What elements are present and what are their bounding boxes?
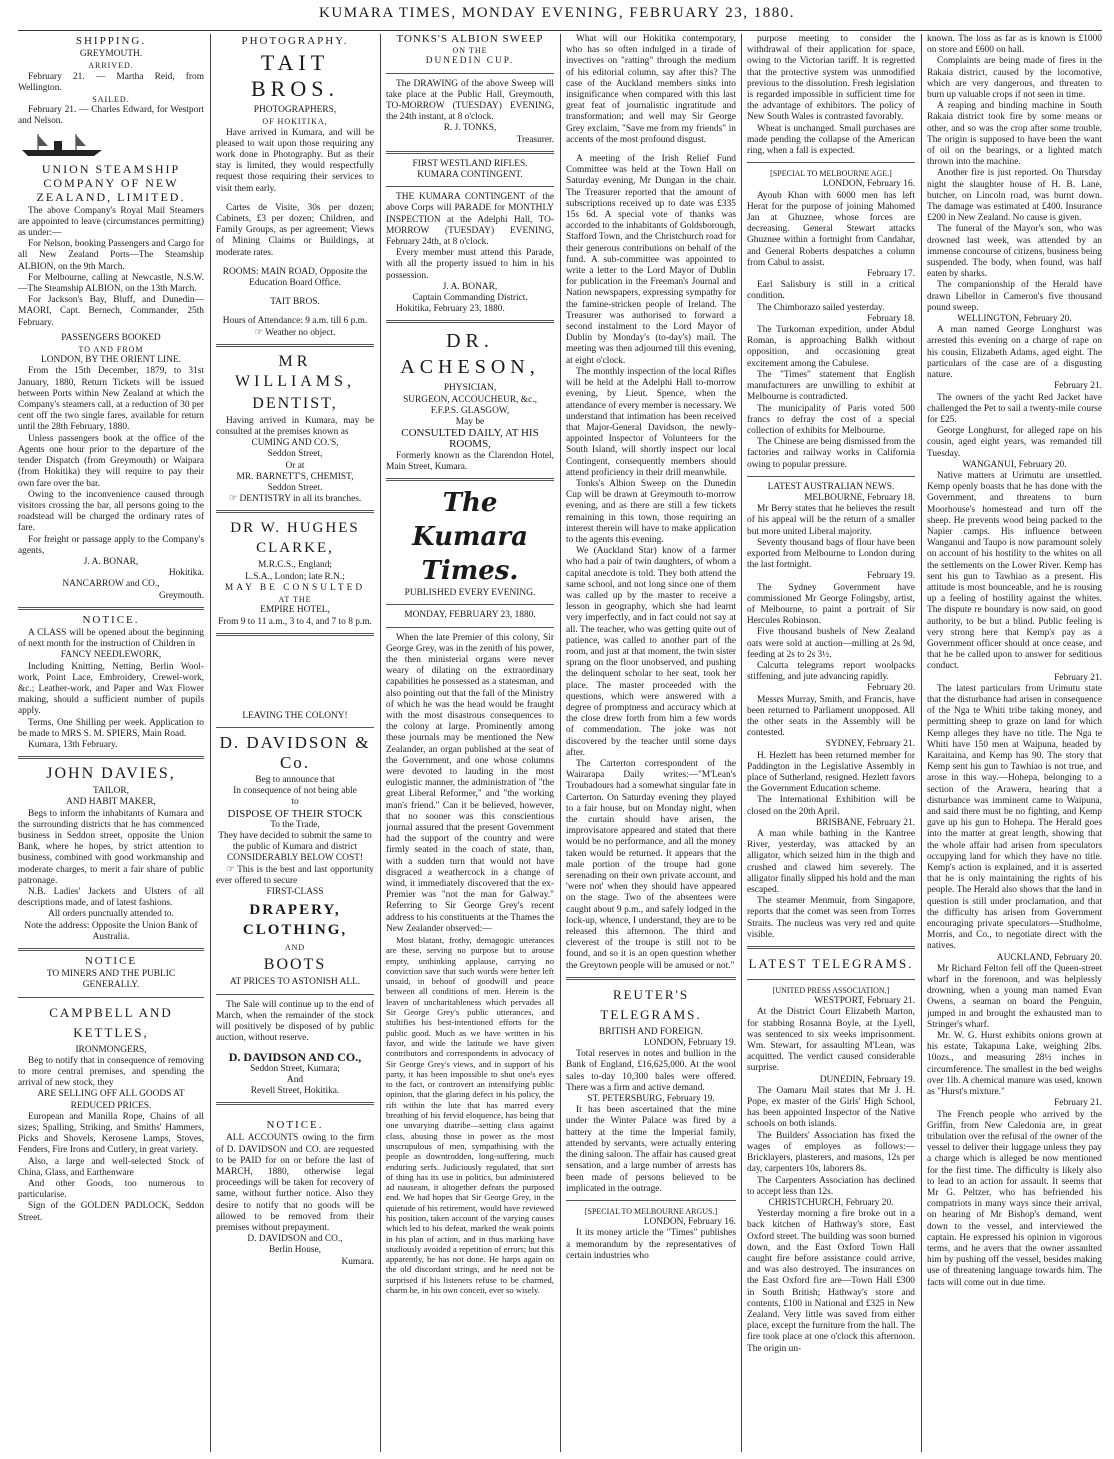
telegram-text: Earl Salisbury is still in a critical condition. (747, 280, 915, 302)
divider (216, 1102, 374, 1105)
news-paragraph: Wheat is unchanged. Small purchases are made pending the collapse of the American ring, when a fall is expected. (747, 123, 915, 157)
tait-weather: Weather no object. (265, 327, 336, 338)
clarke-heading: DR W. HUGHES CLARKE, (230, 520, 360, 557)
divider (386, 604, 554, 605)
usc-paragraph: The above Company's Royal Mail Steamers are appointed to leave (circumstances permitting) as under:— (18, 205, 204, 239)
sailed-text: February 21. — Charles Edward, for Westport and Nelson. (18, 105, 204, 127)
news-paragraph: The Carterton correspondent of the Wairarapa Daily writes:—"M'Lean's Troubadours had a somewhat singular fate in Carterton. On Saturday evening they played to a fair house, but on Monday night, when the curtain should have arisen, the improvisatore appeared and stated that there would be no performance, and all the money taken would be returned. It appears that the male portion of the troupe had gone serenading on their own private account, and 'were not' when they should have appeared on the stage. Two of the absentees were caught about 9 p.m., and safely lodged in the lock-up, whence, I understand, they are to be released this afternoon. The third and cleverest of the troupe is still not to be found, and so it is an open question whether the Greytown people will be amused or not." (566, 759, 736, 971)
acheson-line: PHYSICIAN, (443, 383, 497, 394)
davidson-line: FIRST-CLASS (266, 886, 324, 897)
photography-heading: PHOTOGRAPHY. (241, 35, 349, 47)
agent-place: Greymouth. (158, 590, 204, 601)
tait-heading: TAIT BROS. (251, 50, 339, 102)
dentist-heading: DENTIST, (252, 394, 338, 412)
telegram-text: Calcutta telegrams report woolpacks stiffening, and jute advancing rapidly. (747, 660, 915, 683)
telegram-text: A man named George Longhurst was arrested this evening on a charge of rape on his cousin, Elizabeth Adams, aged eight. The particulars of the case are of a disgusting nature. (927, 325, 1102, 381)
rifles-paragraph: THE KUMARA CONTINGENT of the above Corps will PARADE for MONTHLY INSPECTION at the Adelphi Hall, TO-MORROW (TUESDAY) EVENING, February 24th, at 8 o'clock. (386, 192, 554, 248)
dateline: ST. PETERSBURG, February 19. (587, 1094, 715, 1105)
notice-paragraph: Including Knitting, Netting, Berlin Wool-work, Point Lace, Embroidery, Crewel-work, &c.; Leather-work, and Paper and Wax Flower making, should a sufficient number of pupils apply. (18, 661, 204, 717)
williams-note: DENTISTRY in all its branches. (239, 494, 362, 505)
news-paragraph: A meeting of the Irish Relief Fund Committee was held at the Town Hall on Saturday evening, Mr Dungan in the chair. The Treasurer reported that the amount of subscriptions received up to date was £335 15s 6d. A special vote of thanks was accorded to the inhabitants of Goldsborough, Stafford Town, and the Christchurch road for their generous contributions on behalf of the fund. A sub-committee was appointed to write a letter to the Lord Mayor of Dublin for publication in the Freeman's Journal and Nation newspapers, expressing sympathy for the famine-stricken people of Ireland. The Treasurer was authorised to forward a second instalment to the Lord Mayor of Dublin by Monday's (to-day's) mail. The meeting was then adjourned till this evening, at eight o'clock. (566, 154, 736, 366)
campbell-heading: CAMPBELL AND KETTLES, (49, 1004, 173, 1040)
telegram-text: The Turkoman expedition, under Abdul Roman, is approaching Balkh without opposition, and occasioning great excitement among the Cabulese. (747, 325, 915, 369)
editorial-quote: Most blatant, frothy, demagogic utterances are these, serving no purpose but to arouse empty, unthinking applause, carrying no conviction save that such words were better left unsaid, in behoof of goodwill and peace between all conditions of men. Herein is the leaven of uncharitableness which pervades all Sir George Grey's public utterances, and stultifies his best-intentioned efforts for the public good. Much as we have written in his favor, and wide the latitude we have given contributors and correspondents in advocacy of Sir George Grey's views, and in support of his party, it has been impossible to shut one's eyes to the fact, or controvert an intensifying public opinion, that the glaring defect in his policy, the rift within the lute that has marred every breathing of his fervid eloquence, has being that one unvarying diatribe—setting class against class, abusing those in power as the most unscrupulous of men, sympathising with the people as downtrodden, long-suffering, much enduring serfs. Judiciously regulated, that sort of thing has its use in politics, but administered ad nauseam, it altogether defeats the purposed end. We had hopes that Sir George Grey, in the quietude of his retirement, would have reviewed his position, taken account of the varying causes which led to his defeat, marked the weak points in his plan of action, and in thus marking have studiously avoided a repetition of errors; but this apparently, he has not done. He harps again on the old discordant strings, and he need not be surprised if his listeners refuse to be charmed, charm he, in his own conceit, ever so wisely. (386, 934, 554, 1296)
dateline: CHRISTCHURCH, February 20. (768, 1197, 894, 1208)
tonks-role: Treasurer. (516, 134, 554, 145)
divider (18, 948, 204, 951)
tonks-sub2: DUNEDIN CUP. (425, 56, 515, 67)
arrived-label: ARRIVED. (88, 61, 134, 71)
telegram-text: George Longhurst, for alleged rape on his cousin, aged eight years, was remanded till Tuesday. (927, 426, 1102, 459)
divider (216, 727, 374, 728)
telegram-text: Native matters at Urimutu are unsettled. Kemp openly boasts that he has done with the Government, and threatens to burn Moorhouse's homestead and turn off the sheep. He prevents wood being packed to the Napier camps. His influence between Wanganui and Taupo is now paramount solely on account of his hostility to the whites on all the settlements on the Lower River. Kemp has sent his gun to Tawhiao as a present. His attitude is most bounceable, and he is rousing up a feeling of hostility against the whites. The dispute re boundary is now said, on good authority, to be but a blind. Public feeling is very strong here that Kemp's pay as a Government officer should at once cease, and that he be called upon to answer for seditious conduct. (927, 470, 1102, 672)
spacer (566, 146, 736, 154)
dateline: SYDNEY, February 21. (825, 739, 915, 750)
acheson-line: F.F.P.S. GLASGOW, (430, 405, 510, 416)
telegram-text: The owners of the yacht Red Jacket have challenged the Pet to sail a twenty-mile course for £25. (927, 392, 1102, 425)
notice-place: Kumara. (341, 1256, 374, 1267)
clarke-line: MAY BE CONSULTED (224, 582, 366, 593)
divider (747, 162, 915, 163)
notice-address: Berlin House, (268, 1245, 322, 1256)
column-6 (927, 34, 1102, 1452)
davidson-line: CONSIDERABLY BELOW COST! (226, 853, 364, 864)
campbell-paragraph: Also, a large and well-selected Stock of China, Glass, and Earthenware (18, 1156, 204, 1178)
divider (386, 478, 554, 481)
dateline: MELBOURNE, February 18. (804, 492, 915, 503)
pointing-hand-icon: ☞ (226, 864, 238, 875)
davidson-address: Revell Street, Hokitika. (250, 1085, 340, 1096)
orient-line-heading: LONDON, BY THE ORIENT LINE. (41, 355, 181, 366)
published-line: PUBLISHED EVERY EVENING. (404, 588, 536, 599)
news-paragraph: Complaints are being made of fires in the Rakaia district, caused by the locomotive, which are very dangerous, and threaten to burn up valuable crops if not seen in time. (927, 56, 1102, 101)
notice-sign: D. DAVIDSON and CO., (247, 1234, 343, 1245)
passengers-sub: TO AND FROM (78, 345, 144, 355)
passengers-heading: PASSENGERS BOOKED (61, 332, 161, 343)
davidson-address: And (286, 1074, 304, 1085)
davidson-line: Beg to announce that (255, 774, 335, 785)
telegram-text: A man while bathing in the Kantree River, yesterday, was attacked by an alligator, which seized him in the thigh and crushed and clawed him severely. The alligator finally slipped his hold and the man escaped. (747, 829, 915, 896)
notice-paragraph: ALL ACCOUNTS owing to the firm of D. DAVIDSON and CO. are requested to be PAID for on or before the last of MARCH, 1880, otherwise legal proceedings will be taken for recovery of same, without further notice. Also they desire to notify that no goods will be allowed to be removed from their premises without prepayment. (216, 1133, 374, 1233)
column-rule (560, 34, 561, 1452)
telegram-text: The Builders' Association has fixed the wages of employes as follows:—Bricklayers, plasterers, and masons, 12s per day, carpenters 10s, laborers 8s. (747, 1130, 915, 1175)
telegram-text: Yesterday morning a fire broke out in a back kitchen of Hathway's store, East Oxford street. The building was soon burned down, and the East Oxford Town Hall caught fire before assistance could arrive, and was also destroyed. The insurances on the East Oxford fire are—Town Hall £300 in South British; Hathway's store and contents, £100 in National and £325 in New Zealand. Very little was saved from either place, except the furniture from the hall. The fire took place at one o'clock this afternoon. The origin un- (747, 1209, 915, 1354)
telegram-text: The Sydney Government have commissioned Mr George Folingsby, artist, of Melbourne, to paint a portrait of Sir Hercules Robinson. (747, 582, 915, 627)
notice-paragraph: A CLASS will be opened about the beginning of next month for the instruction of Children in (18, 627, 204, 650)
tait-sign: TAIT BROS. (270, 297, 320, 308)
needlework-heading: FANCY NEEDLEWORK, (60, 650, 162, 661)
dateline: WELLINGTON, February 20. (957, 314, 1072, 325)
dateline: BRISBANE, February 21. (816, 817, 915, 828)
davies-paragraph: N.B. Ladies' Jackets and Ulsters of all descriptions made, and of latest fashions. (18, 887, 204, 909)
tait-hours: Hours of Attendance: 9 a.m. till 6 p.m. (222, 316, 368, 327)
column-5 (747, 34, 915, 1452)
davies-paragraph: Begs to inform the inhabitants of Kumara and the surrounding districts that he has commenced business in Seddon street, opposite the Union Bank, where he hopes, by strict attention to business, combined with good workmanship and moderate charges, to merit a fair share of public patronage. (18, 808, 204, 886)
clarke-line: EMPIRE HOTEL, (260, 605, 330, 616)
clarke-line: L.S.A., London; late R.N.; (245, 571, 345, 582)
telegram-text: The steamer Menmuir, from Singapore, reports that the comet was seen from Torres Straits. The nucleus was very red and quite visible. (747, 896, 915, 940)
tait-paragraph: Have arrived in Kumara, and will be pleased to wait upon those requiring any work done in Photography. But as their stay is limited, they would respectfully request those requiring their services to visit them early. (216, 127, 374, 194)
news-paragraph: A reaping and binding machine in South Rakaia district took fire by some means or other, and so was the crop after some trouble. The origin is supposed to have been the want of oil on the bearings, or a lighted match thrown into the machine. (927, 101, 1102, 168)
dateline: February 21. (1054, 1098, 1102, 1109)
dateline: LONDON, February 16. (822, 179, 915, 190)
dateline: February 17. (867, 269, 915, 280)
telegram-text: The Chimborazo sailed yesterday. (757, 302, 885, 313)
news-paragraph: Tonks's Albion Sweep on the Dunedin Cup will be drawn at Greymouth to-morrow evening, and as there are still a few tickets remaining in this town, those requiring an interest therein will have to make application to the agents this evening. (566, 478, 736, 545)
telegram-text: The International Exhibition will be closed on the 20th April. (747, 795, 915, 817)
column-3 (386, 34, 554, 1452)
spacer (216, 259, 374, 267)
divider (216, 344, 374, 347)
news-paragraph: purpose meeting to consider the withdrawal of their application for space, owing to the Victorian tariff. It is regretted that the protective system was unmodified previous to the dissolution. Fresh legislation is regarded impossible in sufficient time for the advantage of exhibitors. The policy of New South Wales is contrasted favorably. (747, 34, 915, 123)
campbell-sign: Sign of the GOLDEN PADLOCK, Seddon Street. (18, 1201, 204, 1223)
divider (566, 1200, 736, 1201)
campbell-sale: ARE SELLING OFF ALL GOODS AT REDUCED PRICES. (37, 1089, 185, 1111)
telegram-text: Five thousand bushels of New Zealand oats were sold at auction—milling at 2s 9d, feeding at 2s to 2s 3½. (747, 627, 915, 660)
divider (18, 607, 204, 610)
davies-sub: TAILOR, (93, 786, 129, 797)
campbell-paragraph: And other Goods, too numerous to particularise. (18, 1179, 204, 1201)
davies-sub: AND HABIT MAKER, (66, 797, 156, 808)
clarke-line: M.R.C.S., England; (258, 560, 332, 571)
dateline: February 19. (867, 571, 915, 582)
davidson-address: Seddon Street, Kumara; (250, 1063, 340, 1074)
notice-heading: NOTICE (84, 955, 138, 968)
davies-heading: JOHN DAVIES, (46, 765, 176, 783)
davidson-offer: This is the best and last opportunity ever offered to secure (216, 864, 374, 886)
news-paragraph: What will our Hokitika contemporary, who has so often indulged in a tirade of invectives on "ratting" through the medium of his editorial column, say after this? The case of the Auckland members sinks into insignificance when compared with this last great feat of journalistic ingratitude and transformation; and well may Sir George Grey exclaim, "Save me from my friends" in accents of the most profound disgust. (566, 34, 736, 145)
editorial-paragraph: When the late Premier of this colony, Sir George Grey, was in the zenith of his power, the then ministerial organs were never weary of dilating on the extraordinary capabilities he possessed as a statesman, and also pointing out that the fall of the Ministry of which he was the head would be fraught with the most disastrous consequences to the colony at large. Prominently among these journals may be mentioned the New Zealander, an organ published at the seat of the Government, and one whose columns were devoted to lauding in the most eulogistic manner, the administration of "the great Liberal Reformer," and "the working man's friend." Can it be believed, however, that no sooner was this conscientious journal assured that the present Government had the support of the country and were firmly seated in the coach of state, than, with a sudden turn that would not have disgraced a weathercock in a change of wind, it immediately discovered that the ex-Premier was "not the man for Galway." Referring to Sir George Grey's recent address to his constituents at the Thames the New Zealander observed:— (386, 632, 554, 934)
divider (18, 997, 204, 998)
telegram-text: The Chinese are being dismissed from the factories and railway works in California owing to popular pressure. (747, 437, 915, 470)
tait-sub: PHOTOGRAPHERS, (253, 105, 337, 116)
telegram-text: Messrs Murray, Smith, and Francis, have been returned to Parliament unopposed. All the other seats in the Assembly will be contested. (747, 694, 915, 739)
davidson-line: to (291, 797, 299, 808)
masthead-rule (18, 30, 1102, 31)
campbell-sub: IRONMONGERS, (75, 1044, 147, 1055)
clarke-line: AT THE (278, 595, 312, 605)
acheson-line: May be (455, 417, 485, 428)
davies-note: Note the address: Opposite the Union Bank of Australia. (24, 920, 198, 942)
telegram-text: Mr. W. G. Hurst exhibits onions grown at his estate, Takapuna Lake, weighing 2lbs. 10ozs., and measuring 28½ inches in circumference. The smallest in the bed weighs over 1lb. A chemical manure was used, known as "Hurst's mixture." (927, 1031, 1102, 1098)
tonks-sub: ON THE (452, 46, 488, 56)
davies-paragraph: All orders punctually attended to. (48, 909, 174, 920)
notice-sub: TO MINERS AND THE PUBLIC GENERALLY. (46, 969, 176, 991)
press-association-label: [UNITED PRESS ASSOCIATION.] (772, 986, 890, 996)
telegram-text: Mr Richard Felton fell off the Queen-street wharf in the forenoon, and was helplessly drowning, when a young man named Evan Owens, a seaman on board the Penguin, jumped in and brought the exhausted man to Stringer's wharf. (927, 963, 1102, 1030)
williams-heading: MR WILLIAMS, (235, 352, 355, 390)
divider (747, 979, 915, 980)
williams-line: Seddon Street, (267, 449, 323, 460)
passengers-paragraph: Owing to the inconvenience caused through visitors crossing the bar, all persons going to the roadstead will be charged the ordinary rates of fare. (18, 489, 204, 534)
divider (386, 73, 554, 74)
dateline: February 20. (867, 683, 915, 694)
divider (216, 633, 374, 636)
davidson-line: AT PRICES TO ASTONISH ALL. (229, 977, 361, 988)
notice-date: Kumara, 13th February. (28, 739, 118, 750)
davidson-paragraph: The Sale will continue up to the end of March, when the remainder of the stock will positively be disposed of by public auction, without reserve. (216, 999, 374, 1044)
telegram-text: The Carpenters Association has declined to accept less than 12s. (747, 1175, 915, 1197)
dateline: February 21. (1054, 381, 1102, 392)
union-steamship-heading: UNION STEAMSHIP COMPANY OF NEW ZEALAND, LIMITED. (36, 161, 186, 204)
spacer (216, 289, 374, 297)
williams-line: Or at (285, 460, 305, 471)
divider (747, 476, 915, 477)
spacer (216, 641, 374, 711)
dateline: February 21. (1054, 672, 1102, 683)
sailed-label: SAILED. (92, 95, 130, 105)
newspaper-nameplate: The Kumara Times. (412, 488, 528, 587)
dateline: February 18. (867, 313, 915, 324)
leaving-heading: LEAVING THE COLONY! (242, 710, 348, 721)
spacer (216, 195, 374, 203)
agent-name: NANCARROW and CO., (62, 579, 160, 590)
divider (386, 151, 554, 154)
reuters-sub: BRITISH AND FOREIGN. (599, 1026, 703, 1037)
rifles-role: Captain Commanding District. (412, 293, 528, 304)
tait-weather-line (216, 328, 374, 339)
telegram-text: The latest particulars from Urimutu state that the disturbance had arisen in consequence of the Nga te Whiti tribe taking money, and permitting sheep to graze on land for which Kemp alleges they have no title. The Nga te Whiti have 150 men at Waipuna, headed by Karaitaina, and Kemp has 90. The story that Kemp sent his gun to Tawhiao is not true, and arose in this way.—Hohepa, belonging to a section of the Arawera, hearing that a disturbance was imminent came to Waipuna, and said there must be no fighting, and Kemp gave up his gun to Hohepa. The Herald goes into the matter at great length, showing that the whole affair had arisen from speculators occupying land for which they have no title. Kemp's action is explained, and it is asserted that he is only maintaining the rights of his people. The Herald also shows that the land in question is still under proclamation, and that the difficulty has arisen from Government encouraging private speculators—Studholme, Morris, and Co., to negotiate direct with the natives. (927, 683, 1102, 952)
telegram-text: Mr Berry states that he believes the result of his appeal will be the return of a smaller but more united Liberal majority. (747, 504, 915, 537)
acheson-line: SURGEON, ACCOUCHEUR, &c., (403, 394, 537, 405)
tonks-heading: TONKS'S ALBION SWEEP (396, 34, 544, 45)
news-paragraph: We (Auckland Star) know of a farmer who had a pair of twin daughters, of whom a capital anecdote is told. They both attend the same school, and not long since one of them was called up by the master to receive a lesson in geography, which she had learnt very imperfectly, and in fact could not say at all. The teacher, who was getting quite out of patience, was called to another part of the room, and just at that moment, the twin sister sprang on the floor unobserved, and pushing the delinquent scholar to her seat, took her place. The master proceeded with the questions, which were answered with a degree of promptness and accuracy which at the close drew forth from him a few words of commendation. The joke was not discovered by the teacher until some days after. (566, 546, 736, 758)
australian-news-heading: LATEST AUSTRALIAN NEWS. (767, 481, 895, 492)
telegram-text: The French people who arrived by the Griffin, from New Caledonia are, in great tribulation over the refusal of the owner of the vessel to deliver their luggage unless they pay a charge which is alleged be now mentioned for the first time. The difficulty is likely also to lead to an action for assault. It seems that Mr G. Peltzer, who has befriended his compatriots in many ways since their arrival, on hearing of Mr Bishop's demand, went down to the vessel, and interviewed the captain. He expressed his opinion in vigorous terms, and he avers that the owner assaulted him by pushing off the vessel, besides making use of threatening language towards him. The facts will come out in due time. (927, 1109, 1102, 1288)
rifles-sign: J. A. BONAR, (442, 281, 498, 292)
williams-paragraph: Having arrived in Kumara, may be consulted at the premises known as (216, 415, 374, 438)
williams-line: CUMING AND CO.'S, (251, 438, 339, 449)
davidson-line: DISPOSE OF THEIR STOCK (227, 807, 363, 820)
divider (386, 627, 554, 628)
davidson-line: They have decided to submit the same to the public of Kumara and district (218, 830, 372, 853)
shipping-heading: SHIPPING. (75, 35, 147, 47)
rifles-sub: KUMARA CONTINGENT. (417, 170, 523, 181)
davidson-line: To the Trade, (270, 819, 320, 830)
divider (747, 946, 915, 949)
masthead: KUMARA TIMES, MONDAY EVENING, FEBRUARY 23, 1880. (319, 5, 795, 21)
divider (216, 994, 374, 995)
issue-date: MONDAY, FEBRUARY 23, 1880. (404, 610, 536, 621)
special-label: [SPECIAL TO MELBOURNE ARGUS.] (584, 1206, 718, 1216)
agent-place: Hokitika. (168, 568, 204, 579)
usc-paragraph: For Nelson, booking Passengers and Cargo for all New Zealand Ports—The Steamship ALBION, on the 9th March. (18, 239, 204, 272)
campbell-paragraph: Beg to notify that in consequence of removing to more central premises, and spending the arrival of new stock, they (18, 1055, 204, 1089)
davidson-offer-line (216, 865, 374, 887)
news-paragraph: known. The loss as far as is known is £1000 on store and £600 on hall. (927, 34, 1102, 56)
campbell-paragraph: European and Manilla Rope, Chains of all sizes; Spalling, Striking, and Smiths' Hammers, Picks and Shovels, Kerosene Lamps, Stoves, Fenders, Fire Irons and Cutlery, in great variety. (18, 1111, 204, 1156)
dateline: WANGANUI, February 20. (962, 459, 1067, 470)
dateline: WESTPORT, February 21. (814, 996, 915, 1007)
news-paragraph: The companionship of the Herald have drawn Libellor in Cameron's five thousand pound sweep. (927, 280, 1102, 313)
column-rule (380, 34, 381, 1452)
boots-heading: BOOTS (263, 956, 327, 974)
pointing-hand-icon: ☞ (228, 494, 240, 505)
column-4 (566, 34, 736, 1452)
passengers-paragraph: Unless passengers book at the office of the Agents one hour prior to the departure of the tender Dispatch (from Greymouth) or Waipara (from Hokitika) they will require to pay their own fare over the bar. (18, 433, 204, 489)
dateline: AUCKLAND, February 20. (996, 952, 1102, 963)
williams-line: MR. BARNETT'S, CHEMIST, (236, 471, 354, 482)
telegram-text: It its money article the "Times" publishes a memorandum by the representatives of certain industries who (566, 1228, 736, 1261)
telegram-text: Ayoub Khan with 6000 men has left Herat for the purpose of joining Mahomed Jan at Ghuznee, whose forces are decreasing. General Stewart attacks Ghuznee within a fortnight from Candahar, and General Roberts despatches a column from Cabul to assist. (747, 190, 915, 268)
tait-sub2: OF HOKITIKA, (262, 117, 328, 127)
pointing-hand-icon: ☞ (254, 327, 266, 338)
tait-paragraph: Cartes de Visite, 30s per dozen; Cabinets, £3 per dozen; Children, and Family Groups, as per agreement; Views of Mining Claims or Buildings, at moderate rates. (216, 202, 374, 258)
telegram-text: Total reserves in notes and bullion in the Bank of England, £16,625,000. At the wool sales to-day 10,300 bales were offered. There was a firm and active demand. (566, 1049, 736, 1093)
usc-paragraph: For Melbourne, calling at Newcastle, N.S.W.—The Steamship ALBION, on the 13th March. (18, 272, 204, 295)
tonks-paragraph: The DRAWING of the above Sweep will take place at the Public Hall, Greymouth, TO-MORROW (TUESDAY) EVENING, the 24th instant, at 8 o'clock. (386, 78, 554, 123)
spacer (216, 1110, 374, 1118)
tonks-sign: R. J. TONKS, (443, 123, 497, 134)
news-paragraph: The monthly inspection of the local Rifles will be held at the Adelphi Hall to-morrow evening, by Lieut. Spence, when the attendance of every member is necessary. We understand that intimation has been received that Major-General Davidson, the newly-appointed Inspector of Volunteers for the South Island, will shortly inspect our local Contingent, consequently members should attend proficiency in their drill meanwhile. (566, 366, 736, 478)
arrived-text: February 21. — Martha Reid, from Wellington. (18, 71, 204, 93)
notice-paragraph: Terms, One Shilling per week. Application to be made to MRS S. M. SPIERS, Main Road. (18, 717, 204, 739)
column-rule (741, 34, 742, 1452)
telegram-text: Seventy thousand bags of flour have been exported from Melbourne to London during the last fortnight. (747, 537, 915, 571)
clarke-line: From 9 to 11 a.m., 3 to 4, and 7 to 8 p.m. (218, 616, 372, 627)
column-rule (921, 34, 922, 1452)
steamship-icon (18, 132, 204, 158)
divider (386, 186, 554, 187)
notice-heading: NOTICE. (82, 613, 140, 626)
drapery-heading: DRAPERY, CLOTHING, (242, 902, 348, 939)
davidson-sign: D. DAVIDSON AND CO., (228, 1050, 362, 1065)
dateline: DUNEDIN, February 19. (819, 1074, 915, 1085)
tait-rooms: ROOMS: MAIN ROAD, Opposite the Education Board Office. (222, 266, 368, 289)
williams-note-line (216, 494, 374, 505)
telegram-text: It has been ascertained that the mine under the Winter Palace was fired by a battery at the time the Imperial family, attended by servants, were actually entering the dining saloon. The affair has caused great sensation, and a large number of arrests has been made of persons believed to be implicated in the outrage. (566, 1105, 736, 1194)
news-paragraph: Another fire is just reported. On Thursday night the slaughter house of H. B. Lane, butcher, on Lincoln road, was burnt down. The damage was estimated at £400. Insurance £200 in New Zealand. No cause is given. (927, 168, 1102, 224)
passengers-paragraph: For freight or passage apply to the Company's agents, (18, 534, 204, 556)
divider (566, 977, 736, 980)
column-rule (210, 34, 211, 1452)
divider (216, 510, 374, 513)
news-paragraph: The funeral of the Mayor's son, who was drowned last week, was attended by an immense concourse of citizens, business being suspended. The body, when found, was half eaten by sharks. (927, 224, 1102, 280)
usc-paragraph: For Jackson's Bay, Bluff, and Dunedin—MAORI, Capt. Bernech, Commander, 25th February. (18, 295, 204, 328)
divider (386, 320, 554, 323)
davidson-line: In consequence of not being able (233, 786, 357, 797)
acheson-paragraph: Formerly known as the Clarendon Hotel, Main Street, Kumara. (386, 450, 554, 472)
greymouth-heading: GREYMOUTH. (79, 49, 143, 60)
dateline: LONDON, February 19. (643, 1038, 736, 1049)
davidson-line: AND (284, 943, 306, 953)
divider (18, 756, 204, 759)
special-label: [SPECIAL TO MELBOURNE AGE.] (770, 169, 892, 179)
acheson-line: CONSULTED DAILY, AT HIS ROOMS, (401, 427, 539, 451)
agent-name: J. A. BONAR, (83, 556, 139, 567)
latest-telegrams-heading: LATEST TELEGRAMS. (748, 956, 914, 972)
column-2 (216, 34, 374, 1452)
rifles-date: Hokitika, February 23, 1880. (396, 304, 505, 315)
telegram-text: The municipality of Paris voted 500 francs to defray the cost of a special collection of exhibits for Melbourne. (747, 403, 915, 436)
dateline: LONDON, February 16. (643, 1217, 736, 1228)
telegram-text: H. Hezlett has been returned member for Paddington in the Legislative Assembly in place of Sutherland, resigned. Hezlett favors the Government Education scheme. (747, 750, 915, 795)
column-1 (18, 34, 204, 1452)
davidson-heading: D. DAVIDSON & Co. (219, 732, 371, 772)
telegram-text: At the District Court Elizabeth Marton, for stabbing Rosanna Boyle, at the Lyell, was sentenced to six weeks imprisonment. Wm. Stewart, for assaulting M'Lean, was acquitted. The verdict caused considerable surprise. (747, 1007, 915, 1074)
notice-heading: NOTICE. (266, 1119, 324, 1132)
telegram-text: The Oamaru Mail states that Mr J. H. Pope, ex master of the Girls' High School, has been appointed Inspector of the Native schools on both islands. (747, 1085, 915, 1130)
telegram-text: The "Times" statement that English manufacturers are unwilling to exhibit at Melbourne is contradicted. (747, 369, 915, 403)
rifles-paragraph: Every member must attend this Parade, with all the property issued to him in his possession. (386, 248, 554, 281)
reuters-heading: REUTER'S TELEGRAMS. (600, 986, 702, 1022)
williams-line: Seddon Street. (267, 483, 323, 494)
acheson-heading: DR. ACHESON, (400, 330, 540, 379)
rifles-heading: FIRST WESTLAND RIFLES. (412, 158, 528, 169)
passengers-paragraph: From the 15th December, 1879, to 31st January, 1880, Return Tickets will be issued between Ports within New Zealand at which the Company's steamers call, at a reduction of 30 per cent off the two single fares, available for return until the 28th February, 1880. (18, 366, 204, 433)
